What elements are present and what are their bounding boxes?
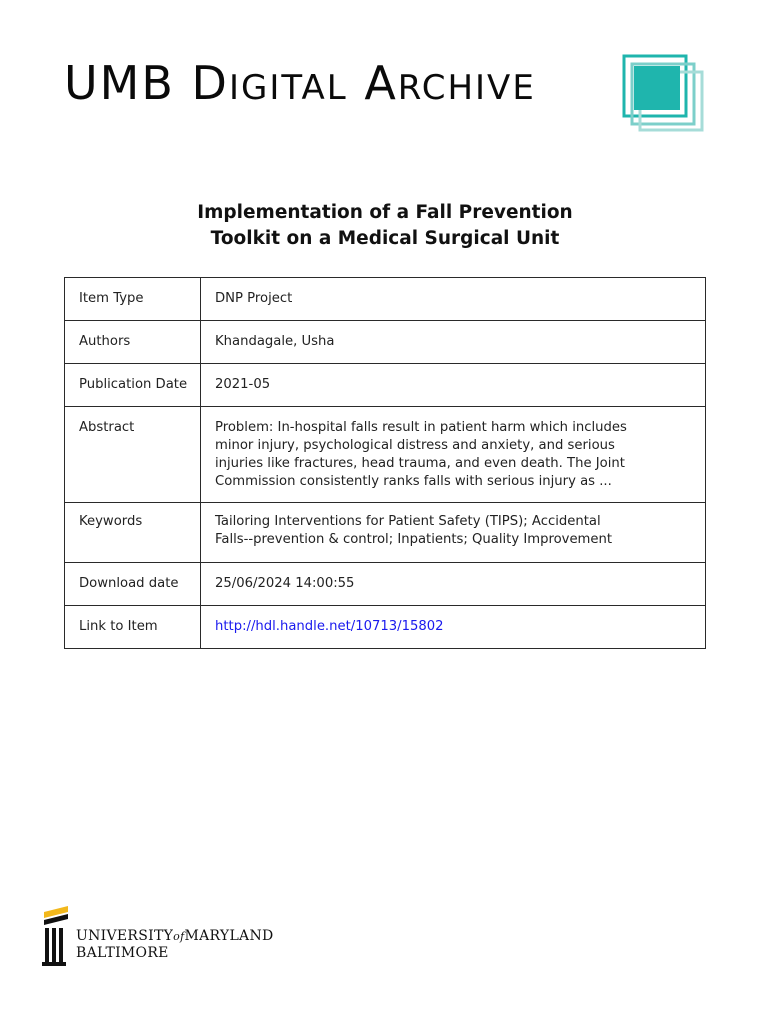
row-label: Download date (65, 563, 201, 606)
row-value (201, 606, 706, 649)
abstract-value (201, 407, 706, 503)
keywords-value (201, 503, 706, 563)
table-row (65, 278, 706, 321)
table-row (65, 321, 706, 364)
abstract-line: Problem: In-hospital falls result in patient harm which includes (215, 420, 627, 435)
document-title-line: Implementation of a Fall Prevention (197, 202, 573, 223)
row-value: 2021-05 (201, 364, 706, 407)
metadata-table (64, 277, 706, 649)
row-label: Abstract (65, 407, 201, 503)
stacked-squares-icon (620, 52, 708, 134)
university-word: MARYLAND (184, 928, 274, 944)
table-row (65, 407, 706, 503)
row-label: Item Type (65, 278, 201, 321)
umb-shield-icon (42, 906, 72, 968)
university-line: BALTIMORE (76, 945, 169, 961)
item-link[interactable]: http://hdl.handle.net/10713/15802 (215, 619, 444, 634)
table-row (65, 563, 706, 606)
archive-title-part: A (347, 56, 398, 110)
university-logo (42, 906, 302, 968)
table-row (65, 503, 706, 563)
archive-title-part: IGITAL (228, 68, 348, 108)
abstract-line: Commission consistently ranks falls with serious injury as ... (215, 474, 612, 489)
keywords-line: Falls--prevention & control; Inpatients; Quality Improvement (215, 532, 613, 547)
document-title (0, 200, 770, 252)
abstract-line: injuries like fractures, head trauma, and even death. The Joint (215, 456, 625, 471)
row-value: DNP Project (201, 278, 706, 321)
university-name (76, 928, 274, 961)
document-title-line: Toolkit on a Medical Surgical Unit (210, 228, 560, 249)
row-value: 25/06/2024 14:00:55 (201, 563, 706, 606)
archive-title-part: UMB D (64, 56, 229, 110)
university-word: UNIVERSITY (76, 928, 174, 944)
table-row (65, 606, 706, 649)
row-label: Authors (65, 321, 201, 364)
archive-title-part: RCHIVE (397, 68, 536, 108)
row-value: Khandagale, Usha (201, 321, 706, 364)
university-line (76, 928, 274, 945)
keywords-line: Tailoring Interventions for Patient Safety (TIPS); Accidental (215, 514, 601, 529)
table-row (65, 364, 706, 407)
university-word: of (173, 930, 185, 943)
row-label: Keywords (65, 503, 201, 563)
row-label: Publication Date (65, 364, 201, 407)
archive-title (64, 56, 536, 110)
row-label: Link to Item (65, 606, 201, 649)
abstract-line: minor injury, psychological distress and anxiety, and serious (215, 438, 615, 453)
